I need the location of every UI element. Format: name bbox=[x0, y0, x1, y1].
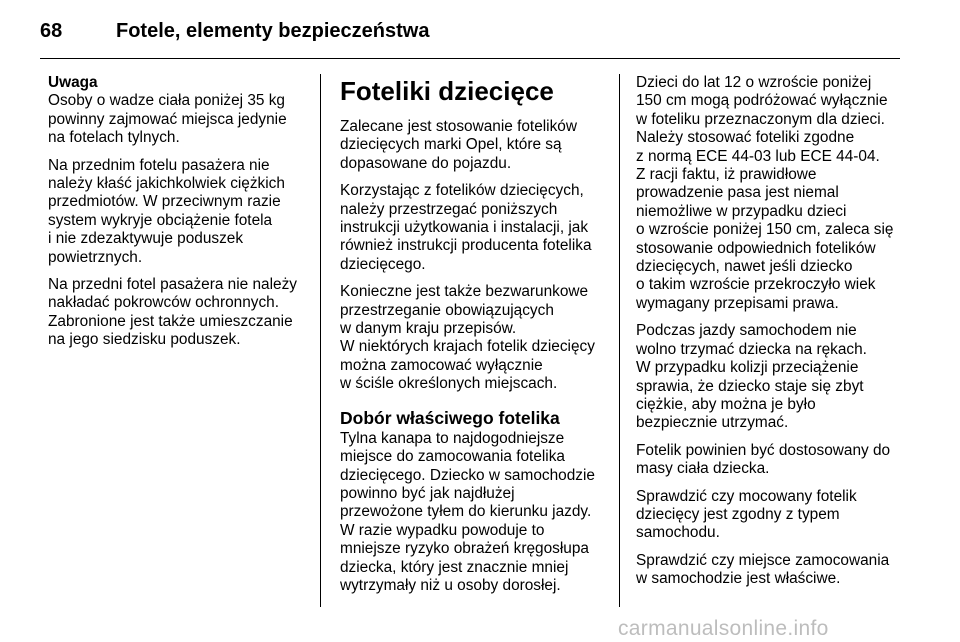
watermark: carmanualsonline.info bbox=[618, 617, 829, 640]
paragraph: Podczas jazdy samochodem nie wolno trzymać dziecka na rękach. W przypadku kolizji przeciążenie sprawia, że dziecko staje się zbyt ciężkie, aby można je było bezpiecznie utrzymać. bbox=[636, 322, 867, 432]
paragraph: Sprawdzić czy miejsce zamocowania w samochodzie jest właściwe. bbox=[636, 551, 890, 588]
paragraph: Sprawdzić czy mocowany fotelik dziecięcy jest zgodny z typem samochodu. bbox=[636, 487, 857, 542]
left-column bbox=[48, 74, 310, 359]
subheading: Dobór właściwego fotelika bbox=[340, 407, 560, 428]
page-number: 68 bbox=[40, 20, 63, 42]
note-title: Uwaga bbox=[48, 74, 98, 91]
column-divider bbox=[320, 74, 321, 607]
right-column bbox=[636, 74, 906, 598]
paragraph: Zalecane jest stosowanie fotelików dziecięcych marki Opel, które są dopasowane do pojazdu. bbox=[340, 118, 577, 172]
paragraph: Na przedni fotel pasażera nie należy nakładać pokrowców ochronnych. Zabronione jest także umieszczanie na jego siedzisku poduszek. bbox=[48, 276, 297, 349]
paragraph: Korzystając z fotelików dziecięcych, należy przestrzegać poniższych instrukcji użytkowania i instalacji, jak również instrukcji producenta fotelika dziecięcego. bbox=[340, 182, 592, 273]
paragraph: Fotelik powinien być dostosowany do masy ciała dziecka. bbox=[636, 441, 891, 478]
paragraph: Na przednim fotelu pasażera nie należy kłaść jakichkolwiek ciężkich przedmiotów. W przeciwnym razie system wykryje obciążenie fotela i nie zdezaktywuje poduszek powietrznych. bbox=[48, 156, 285, 266]
column-divider bbox=[619, 74, 620, 607]
middle-column bbox=[340, 74, 602, 604]
paragraph: Tylna kanapa to najdogodniejsze miejsce do zamocowania fotelika dziecięcego. Dziecko w samochodzie powinno być jak najdłużej przewożone tyłem do kierunku jazdy. W razie wypadku powoduje to mniejsze ryzyko obrażeń kręgosłupa dziecka, który jest znacznie mniej wytrzymały niż u osoby dorosłej. bbox=[340, 429, 595, 594]
header-rule bbox=[40, 58, 900, 59]
chapter-title: Fotele, elementy bezpieczeństwa bbox=[116, 20, 430, 42]
paragraph: Dzieci do lat 12 o wzroście poniżej 150 cm mogą podróżować wyłącznie w foteliku przeznaczonym dla dzieci. Należy stosować foteliki zgodne z normą ECE 44-03 lub ECE 44-04. Z racji faktu, iż prawidłowe prowadzenie pasa jest niemal niemożliwe w przypadku dzieci o wzroście poniżej 150 cm, zaleca się stosowanie odpowiednich fotelików dziecięcych, nawet jeśli dziecko o takim wzroście przekroczyło wiek wymagany przepisami prawa. bbox=[636, 74, 894, 312]
note-text: Osoby o wadze ciała poniżej 35 kg powinny zajmować miejsca jedynie na fotelach tylnych. bbox=[48, 92, 287, 147]
section-heading: Foteliki dziecięce bbox=[340, 76, 554, 106]
page-header bbox=[40, 16, 920, 60]
paragraph: Konieczne jest także bezwarunkowe przestrzeganie obowiązujących w danym kraju przepisów. W niektórych krajach fotelik dziecięcy można zamocować wyłącznie w ściśle określonych miejscach. bbox=[340, 283, 595, 393]
